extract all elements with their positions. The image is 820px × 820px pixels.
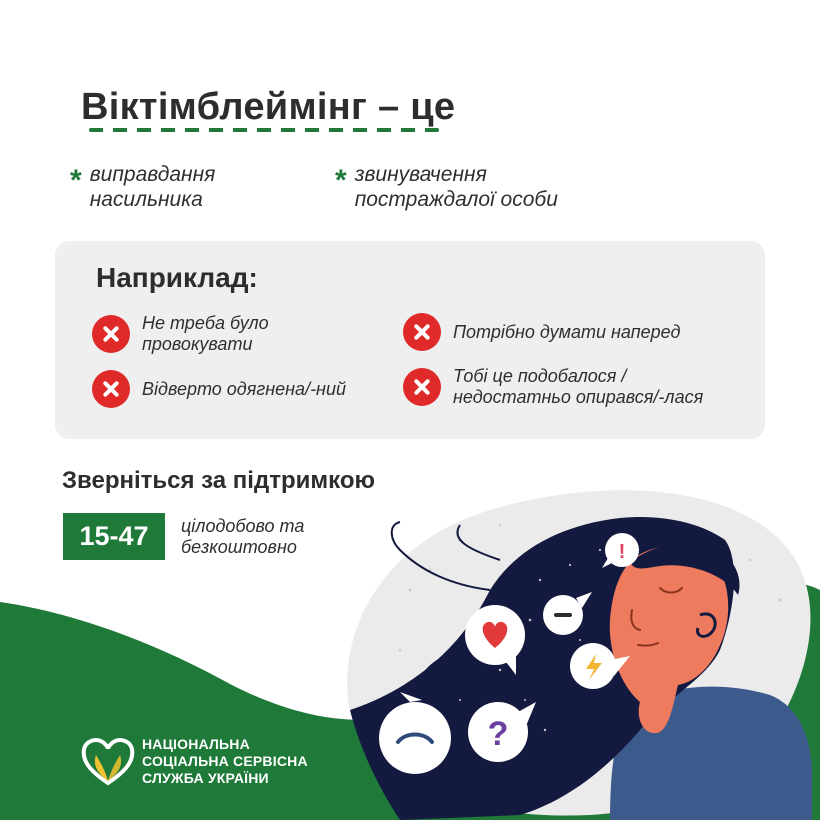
logo-text: НАЦІОНАЛЬНА СОЦІАЛЬНА СЕРВІСНА СЛУЖБА УКРАЇНИ bbox=[142, 735, 308, 786]
title-dashed-underline bbox=[89, 128, 439, 132]
definition-text: звинувачення постраждалої особи bbox=[354, 163, 558, 211]
example-item bbox=[403, 313, 680, 351]
heart-leaf-logo-icon bbox=[80, 735, 136, 787]
cross-icon bbox=[403, 368, 441, 406]
woman-with-speech-bubbles-illustration bbox=[340, 470, 820, 820]
example-item bbox=[92, 313, 269, 355]
cross-icon bbox=[92, 315, 130, 353]
page-title: Віктімблеймінг – це bbox=[81, 86, 456, 128]
question-mark: ? bbox=[487, 715, 509, 753]
cross-icon bbox=[92, 370, 130, 408]
example-text: Потрібно думати наперед bbox=[453, 321, 681, 342]
definition-item bbox=[335, 162, 558, 212]
example-text: Не треба було провокувати bbox=[142, 313, 269, 354]
example-text: Тобі це подобалося / недостатньо опирався/-лася bbox=[453, 366, 704, 407]
examples-panel bbox=[55, 241, 765, 439]
definition-item bbox=[70, 162, 215, 212]
hotline-number-badge: 15-47 bbox=[63, 513, 165, 560]
exclamation-mark: ! bbox=[618, 541, 626, 563]
example-item bbox=[403, 366, 703, 408]
support-heading: Зверніться за підтримкою bbox=[62, 467, 375, 494]
asterisk-icon: * bbox=[70, 164, 82, 197]
asterisk-icon: * bbox=[335, 164, 347, 197]
cross-icon bbox=[403, 313, 441, 351]
hotline-note: цілодобово та безкоштовно bbox=[181, 516, 305, 557]
definition-text: виправдання насильника bbox=[89, 163, 216, 211]
examples-heading: Наприклад: bbox=[96, 262, 258, 293]
example-text: Відверто одягнена/-ний bbox=[142, 378, 346, 399]
example-item bbox=[92, 370, 346, 408]
nsss-logo bbox=[80, 735, 308, 787]
